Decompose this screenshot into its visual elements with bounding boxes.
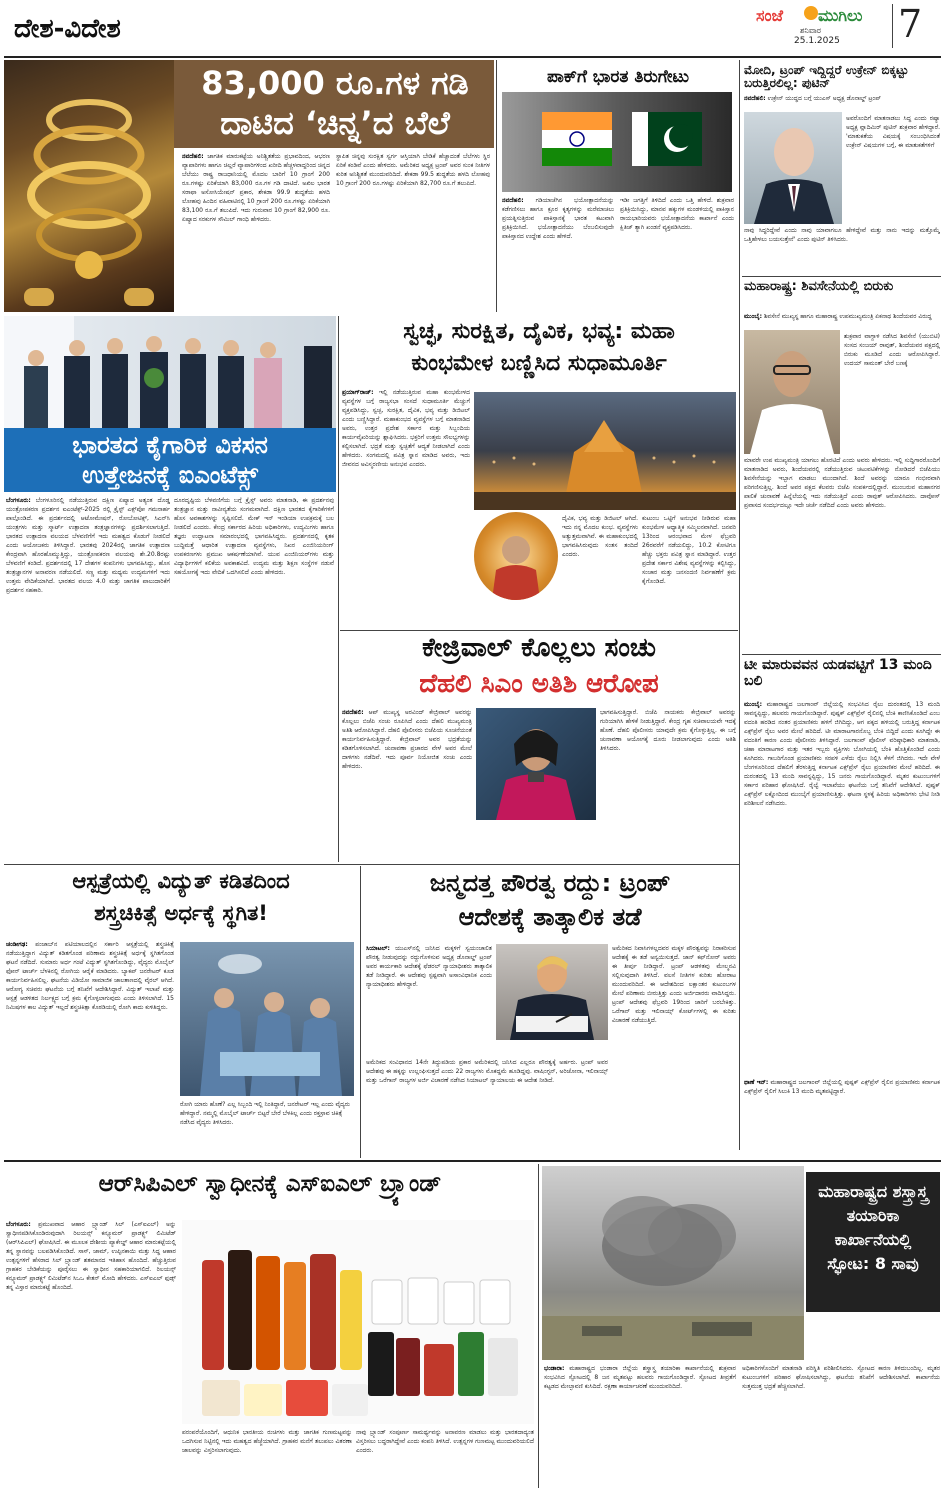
trump-signing-photo	[496, 944, 608, 1040]
gold-headline-2: ದಾಟಿದ ‘ಚಿನ್ನ’ದ ಬೆಲೆ	[220, 104, 450, 142]
rail-dateline-2: ಥಾಣೆ ಇನ್‌:	[744, 1079, 769, 1086]
kumbh-headline-2: ಕುಂಭಮೇಳ ಬಣ್ಣಿಸಿದ ಸುಧಾಮೂರ್ತಿ	[411, 351, 667, 376]
imtex-dateline: ಬೆಂಗಳೂರು:	[6, 497, 31, 504]
rcpl-col-1: ಬೆಂಗಳೂರು: ಪ್ರಮುಖವಾದ ಆಹಾರ ಬ್ರ್ಯಾಂಡ್ ಸಿಲ್ (ಎಸ್‌ಐಎಲ್) ಅನ್ನು ಸ್ವಾಧೀನಪಡಿಸಿಕೊಂಡಿರುವುದಾಗಿ ರಿಲಯನ್ಸ್ ಕನ್ಸ್ಯೂಮರ್ ಪ್ರಾಡಕ್ಟ್ಸ್ ಲಿಮಿಟೆಡ್ (ಆರ್‌ಸಿಪಿಎಲ್) ಘೋಷಿಸಿದೆ. ಈ ಮೂಲಕ ದೇಶೀಯ ಪ್ಯಾಕೇಜ್ಡ್ ಆಹಾರ ಮಾರುಕಟ್ಟೆಯಲ್ಲಿ ತನ್ನ ಸ್ಥಾನವನ್ನು ಬಲಪಡಿಸಿಕೊಂಡಿದೆ. ಸಾಸ್, ಜಾಮ್, ಉಪ್ಪಿನಕಾಯಿ ಮತ್ತು ಸಿದ್ಧ ಆಹಾರ ಉತ್ಪನ್ನಗಳಿಗೆ ಹೆಸರಾದ ಸಿಲ್ ಬ್ರ್ಯಾಂಡ್ ಶತಮಾನದ ಇತಿಹಾಸ ಹೊಂದಿದೆ. ಹೆಚ್ಚುತ್ತಿರುವ ಗ್ರಾಹಕರ ಬೇಡಿಕೆಯನ್ನು ಪೂರೈಸಲು ಈ ಸ್ವಾಧೀನ ಸಹಕಾರಿಯಾಗಲಿದೆ. ರಿಲಯನ್ಸ್ ಕನ್ಸ್ಯೂಮರ್ ಪ್ರಾಡಕ್ಟ್ಸ್ ಲಿಮಿಟೆಡ್‌ನ ಸಿಒಒ ಕೇತನ್ ಮೋದಿ ಹೇಳಿದರು. ಎಸ್‌ಐಎಲ್ ಫುಡ್ಸ್ ತನ್ನ ವಿಸ್ತಾರ ಮಾರುಕಟ್ಟೆ ಹೊಂದಿದೆ.	[6, 1221, 176, 1291]
trump-col-2: ಅಮೆರಿಕದ ಸಂವಿಧಾನದ 14ನೇ ತಿದ್ದುಪಡಿಯ ಪ್ರಕಾರ ಅಮೆರಿಕದಲ್ಲಿ ಜನಿಸಿದ ಎಲ್ಲರೂ ಪೌರತ್ವಕ್ಕೆ ಅರ್ಹರು. ಟ್ರಂಪ್ ಅವರ ಆದೇಶವು ಈ ಹಕ್ಕನ್ನು ಉಲ್ಲಂಘಿಸುತ್ತದೆ ಎಂದು 22 ರಾಜ್ಯಗಳು ಮೊಕದ್ದಮೆ ಹೂಡಿದ್ದವು. ವಾಷಿಂಗ್ಟನ್, ಅರಿಜೋನಾ, ಇಲಿನಾಯ್ಸ್ ಮತ್ತು ಒರೆಗಾನ್ ರಾಜ್ಯಗಳ ಅರ್ಜಿ ವಿಚಾರಣೆ ನಡೆಸಿದ ಸಿಯಾಟಲ್ ನ್ಯಾಯಾಲಯ ಈ ಆದೇಶ ನೀಡಿದೆ.	[366, 1059, 608, 1084]
section-header	[4, 0, 744, 56]
logo-mugilu: ಮುಗಿಲು	[818, 6, 863, 25]
trump-col-3: ಅಮೆರಿಕದ ನಿವಾಸಿಗಳಲ್ಲದವರ ಮಕ್ಕಳ ಪೌರತ್ವವನ್ನು ನಿರಾಕರಿಸುವ ಆದೇಶಕ್ಕೆ ಈ ತಡೆ ಅನ್ವಯಿಸುತ್ತದೆ. ಜಾನ್ ಕಫ್‌ನೋರ್ ಅವರು ಈ ತೀರ್ಪು ನೀಡಿದ್ದಾರೆ. ಟ್ರಂಪ್ ಆಡಳಿತವು ಮೇಲ್ಮನವಿ ಸಲ್ಲಿಸುವುದಾಗಿ ತಿಳಿಸಿದೆ. ವಲಸೆ ನೀತಿಗಳ ಕುರಿತು ಹೋರಾಟ ಮುಂದುವರಿದಿದೆ. ಈ ಆದೇಶದಿಂದ ಲಕ್ಷಾಂತರ ಕುಟುಂಬಗಳ ಮೇಲೆ ಪರಿಣಾಮ ಬೀರುತ್ತಿತ್ತು ಎಂದು ಅರ್ಜಿದಾರರು ವಾದಿಸಿದ್ದರು. ಟ್ರಂಪ್ ಆದೇಶವು ಫೆಬ್ರವರಿ 19ರಿಂದ ಜಾರಿಗೆ ಬರಬೇಕಿತ್ತು. ಒರೆಗಾನ್ ಮತ್ತು ಇಲಿನಾಯ್ಸ್ ಕೋರ್ಟ್‌ಗಳಲ್ಲಿ ಈ ಕುರಿತು ವಿಚಾರಣೆ ನಡೆಯುತ್ತಿದೆ.	[612, 945, 736, 1024]
maha-dateline: ಮುಂಬೈ:	[744, 313, 763, 320]
kumbh-headline-1: ಸ್ವಚ್ಛ, ಸುರಕ್ಷಿತ, ದೈವಿಕ, ಭವ್ಯ: ಮಹಾ	[403, 319, 675, 344]
factory-explosion-smoke-photo	[542, 1166, 804, 1360]
rail-headline: ಟೀ ಮಾರುವವನ ಯಡವಟ್ಟಿಗೆ 13 ಮಂದಿ ಬಲಿ	[744, 657, 932, 689]
logo-sanje: ಸಂಜೆ	[756, 6, 783, 25]
sanjay-raut-photo	[744, 330, 840, 454]
explosion-headline: ಮಹಾರಾಷ್ಟ್ರದ ಶಸ್ತ್ರಾಸ್ತ್ರ ತಯಾರಿಕಾ ಕಾರ್ಖಾನೆಯಲ್ಲಿ ಸ್ಫೋಟ: 8 ಸಾವು	[818, 1182, 928, 1273]
putin-dateline: ನವದೆಹಲಿ:	[744, 95, 766, 102]
page-number: 7	[898, 2, 923, 46]
putin-rest: ನಾವು ಸಿದ್ಧರಿದ್ದೇವೆ ಎಂದು ನಾವು ಯಾವಾಗಲೂ ಹೇಳಿದ್ದೇವೆ ಮತ್ತು ನಾನು ಇದನ್ನು ಮತ್ತೊಮ್ಮೆ ಒತ್ತಿಹೇಳಲು ಬಯಸುತ್ತೇನೆ' ಎಂದು ಪುಟಿನ್ ತಿಳಿಸಿದರು.	[744, 227, 940, 243]
rail-dateline: ಮುಂಬೈ:	[744, 701, 763, 708]
issue-date: 25.1.2025	[794, 36, 840, 46]
operation-theatre-photo	[180, 942, 354, 1096]
kejri-headline-2: ದೆಹಲಿ ಸಿಎಂ ಅತಿಶಿ ಆರೋಪ	[419, 669, 659, 699]
hosp-body: ಚಂಡೀಗಢ: ಪಂಜಾಬ್‌ನ ಪಟಿಯಾಲದಲ್ಲಿನ ಸರ್ಕಾರಿ ಆಸ್ಪತ್ರೆಯಲ್ಲಿ ಶಸ್ತ್ರಚಿಕಿತ್ಸೆ ನಡೆಯುತ್ತಿದ್ದಾಗ ವಿದ್ಯುತ್ ಕಡಿತಗೊಂಡ ಪರಿಣಾಮ ಶಸ್ತ್ರಚಿಕಿತ್ಸೆ ಅರ್ಧಕ್ಕೆ ಸ್ಥಗಿತಗೊಂಡ ಘಟನೆ ನಡೆದಿದೆ. ಸುಮಾರು ಅರ್ಧ ಗಂಟೆ ವಿದ್ಯುತ್ ಸ್ಥಗಿತಗೊಂಡಿದ್ದು, ವೈದ್ಯರು ಮೊಬೈಲ್ ಫೋನ್ ಟಾರ್ಚ್ ಬೆಳಕಿನಲ್ಲಿ ರೋಗಿಯ ಆರೈಕೆ ಮಾಡಿದರು. ಬ್ಯಾಕಪ್ ಜನರೇಟರ್ ಕೂಡ ಕಾರ್ಯನಿರ್ವಹಿಸಲಿಲ್ಲ. ಘಟನೆಯ ವಿಡಿಯೋ ಸಾಮಾಜಿಕ ಜಾಲತಾಣದಲ್ಲಿ ವೈರಲ್ ಆಗಿದೆ. ಆರೋಗ್ಯ ಸಚಿವರು ಘಟನೆಯ ಬಗ್ಗೆ ತನಿಖೆಗೆ ಆದೇಶಿಸಿದ್ದಾರೆ. ವಿದ್ಯುತ್ ಇಲಾಖೆ ಮತ್ತು ಆಸ್ಪತ್ರೆ ಆಡಳಿತದ ನಿರ್ಲಕ್ಷ್ಯದ ಬಗ್ಗೆ ಕ್ರಮ ಕೈಗೊಳ್ಳಲಾಗುವುದು ಎಂದು ತಿಳಿಸಲಾಗಿದೆ. 15 ನಿಮಿಷಗಳ ಕಾಲ ವಿದ್ಯುತ್ ಇಲ್ಲದೆ ಶಸ್ತ್ರಚಿಕಿತ್ಸಾ ಕೊಠಡಿಯಲ್ಲಿ ರೋಗಿ ಕಾದು ಕುಳಿತಿದ್ದರು.	[6, 941, 174, 1011]
imtex-headline-1: ಭಾರತದ ಕೈಗಾರಿಕ ವಿಕಸನ	[72, 431, 268, 459]
kejri-col-2: ಭಾಗವಹಿಸುತ್ತಿದ್ದಾರೆ. ಬಿಜೆಪಿ ನಾಯಕರು ಕೇಜ್ರಿವಾಲ್ ಅವರನ್ನು ಗುರಿಯಾಗಿಸಿ ಹೇಳಿಕೆ ನೀಡುತ್ತಿದ್ದಾರೆ. ಕೇಂದ್ರ ಗೃಹ ಸಚಿವಾಲಯವೇ ಇದಕ್ಕೆ ಹೊಣೆ. ದೆಹಲಿ ಪೊಲೀಸರು ಯಾವುದೇ ಕ್ರಮ ಕೈಗೊಳ್ಳುತ್ತಿಲ್ಲ. ಈ ಬಗ್ಗೆ ಚುನಾವಣಾ ಆಯೋಗಕ್ಕೆ ದೂರು ನೀಡಲಾಗುವುದು ಎಂದು ಅತಿಶಿ ತಿಳಿಸಿದರು.	[600, 709, 736, 752]
rcpl-headline: ಆರ್‌ಸಿಪಿಎಲ್ ಸ್ವಾಧೀನಕ್ಕೆ ಎಸ್‌ಐಎಲ್ ಬ್ರ್ಯಾಂಡ್	[98, 1171, 442, 1197]
imtex-col-2: ದೂರದೃಷ್ಟಿಯ ಬೆಳವಣಿಗೆಯ ಬಗ್ಗೆ ಕ್ರೈಸ್ಟ್ ಅವರು ಮಾತನಾಡಿ, ಈ ಪ್ರದರ್ಶನವು ತಂತ್ರಜ್ಞಾನ ಮತ್ತು ನಾವೀನ್ಯತೆಯ ಸಂಗಮವಾಗಿದೆ. ದಕ್ಷಿಣ ಭಾರತದ ಕೈಗಾರಿಕೆಗಳಿಗೆ ಹೊಸ ಅವಕಾಶಗಳನ್ನು ಸೃಷ್ಟಿಸಲಿದೆ. ಮೇಕ್ ಇನ್ ಇಂಡಿಯಾ ಉಪಕ್ರಮಕ್ಕೆ ಬಲ ನೀಡಲಿದೆ ಎಂದರು. ಕೇಂದ್ರ ಸರ್ಕಾರದ ಹಿರಿಯ ಅಧಿಕಾರಿಗಳು, ಉದ್ಯಮಿಗಳು ಹಾಗೂ ತಜ್ಞರು ಉದ್ಘಾಟನಾ ಸಮಾರಂಭದಲ್ಲಿ ಭಾಗವಹಿಸಿದ್ದರು. ಪ್ರದರ್ಶನದಲ್ಲಿ ಕೃತಕ ಬುದ್ಧಿಮತ್ತೆ ಆಧಾರಿತ ಉತ್ಪಾದನಾ ವ್ಯವಸ್ಥೆಗಳು, ನಿಖರ ಎಂಜಿನಿಯರಿಂಗ್ ಉಪಕರಣಗಳು ಪ್ರಮುಖ ಆಕರ್ಷಣೆಯಾಗಿವೆ. ಯುವ ಎಂಜಿನಿಯರ್‌ಗಳು ಮತ್ತು ವಿದ್ಯಾರ್ಥಿಗಳಿಗೆ ಕಲಿಕೆಯ ಅವಕಾಶವಿದೆ. ಉದ್ಯಮ ಮತ್ತು ಶಿಕ್ಷಣ ಸಂಸ್ಥೆಗಳ ನಡುವೆ ಸಹಯೋಗಕ್ಕೆ ಇದು ವೇದಿಕೆ ಒದಗಿಸಲಿದೆ ಎಂದು ಹೇಳಿದರು.	[174, 497, 334, 576]
putin-lead: ನವದೆಹಲಿ: ಉಕ್ರೇನ್ ಯುದ್ಧದ ಬಗ್ಗೆ ಯುಎಸ್ ಅಧ್ಯಕ್ಷ ಡೊನಾಲ್ಡ್ ಟ್ರಂಪ್	[744, 95, 881, 102]
masthead-logo	[752, 4, 892, 50]
imtex-event-photo	[4, 316, 336, 428]
explosion-col-1: ಭಂಡಾರಾ: ಮಹಾರಾಷ್ಟ್ರದ ಭಂಡಾರಾ ಜಿಲ್ಲೆಯ ಶಸ್ತ್ರಾಸ್ತ್ರ ತಯಾರಿಕಾ ಕಾರ್ಖಾನೆಯಲ್ಲಿ ಶುಕ್ರವಾರ ಸಂಭವಿಸಿದ ಸ್ಫೋಟದಲ್ಲಿ 8 ಜನ ಮೃತಪಟ್ಟು ಹಲವರು ಗಾಯಗೊಂಡಿದ್ದಾರೆ. ಸ್ಫೋಟದ ತೀವ್ರತೆಗೆ ಕಟ್ಟಡದ ಮೇಲ್ಛಾವಣಿ ಕುಸಿದಿದೆ. ರಕ್ಷಣಾ ಕಾರ್ಯಾಚರಣೆ ಮುಂದುವರಿದಿದೆ.	[544, 1365, 736, 1390]
gold-dateline: ನವದೆಹಲಿ:	[182, 153, 204, 160]
explosion-headline-box	[806, 1172, 940, 1312]
sun-icon	[804, 6, 818, 20]
imtex-headline-2: ಉತ್ತೇಜನಕ್ಕೆ ಐಎಂಟೆಕ್ಸ್	[82, 461, 258, 489]
maha-rest: ಮಾವರೇ ಉಪ ಮುಖ್ಯಮಂತ್ರಿ ಯಾಗಲು ಹೊರಟಿದೆ ಎಂದು ಅವರು ಹೇಳಿದರು. ಇಲ್ಲಿ ಸುದ್ದಿಗಾರರೊಂದಿಗೆ ಮಾತನಾಡಿದ ಅವರು, ಶಿಂದೆಯವರಲ್ಲಿ ನಡೆಯುತ್ತಿರುವ ಚಟುವಟಿಕೆಗಳನ್ನು ನೋಡಿದರೆ ಬಿಜೆಪಿಯು ಶಿವಸೇನೆಯನ್ನು ಇಬ್ಭಾಗ ಮಾಡಲು ಮುಂದಾಗಿದೆ. ಶಿಂದೆ ಅವರನ್ನು ಯಾರೂ ಗಂಭೀರವಾಗಿ ಪರಿಗಣಿಸುತ್ತಿಲ್ಲ. ಶಿಂದೆ ಅವರ ಪಕ್ಷದ ಕೆಲವರು ಬಿಜೆಪಿ ಸಂಪರ್ಕದಲ್ಲಿದ್ದಾರೆ. ಮುಂಬರುವ ಮಹಾನಗರ ಪಾಲಿಕೆ ಚುನಾವಣೆ ಹಿನ್ನೆಲೆಯಲ್ಲಿ ಇದು ನಡೆಯುತ್ತಿದೆ ಎಂದು ರಾವುತ್ ಆರೋಪಿಸಿದರು. ದಾವೋಸ್ ಪ್ರವಾಸದ ಸಂದರ್ಭದಲ್ಲೂ ಇದೇ ಚರ್ಚೆ ನಡೆದಿದೆ ಎಂದು ಅವರು ಹೇಳಿದರು.	[744, 457, 940, 509]
trump-headline-1: ಜನ್ಮದತ್ತ ಪೌರತ್ವ ರದ್ದು: ಟ್ರಂಪ್	[429, 869, 671, 897]
section-title: ದೇಶ-ವಿದೇಶ	[14, 14, 121, 44]
putin-headline: ಮೋದಿ, ಟ್ರಂಪ್ ಇದ್ದಿದ್ದರೆ ಉಕ್ರೇನ್ ಬಿಕ್ಕಟ್ಟು ಬರುತ್ತಿರಲಿಲ್ಲ: ಪುಟಿನ್	[744, 63, 909, 91]
rail-body: ಮುಂಬೈ: ಮಹಾರಾಷ್ಟ್ರದ ಜಲಗಾಂವ್ ಜಿಲ್ಲೆಯಲ್ಲಿ ಸಂಭವಿಸಿದ ರೈಲು ದುರಂತದಲ್ಲಿ 13 ಮಂದಿ ಸಾವನ್ನಪ್ಪಿದ್ದು, ಹಲವರು ಗಾಯಗೊಂಡಿದ್ದಾರೆ. ಪುಷ್ಪಕ್ ಎಕ್ಸ್‌ಪ್ರೆಸ್ ರೈಲಿನಲ್ಲಿ ಬೆಂಕಿ ಕಾಣಿಸಿಕೊಂಡಿದೆ ಎಂಬ ವದಂತಿ ಹರಡಿದ ನಂತರ ಪ್ರಯಾಣಿಕರು ಹಳಿಗೆ ಜಿಗಿದಿದ್ದು, ಆಗ ಪಕ್ಕದ ಹಳಿಯಲ್ಲಿ ಬರುತ್ತಿದ್ದ ಕರ್ನಾಟಕ ಎಕ್ಸ್‌ಪ್ರೆಸ್ ರೈಲು ಅವರ ಮೇಲೆ ಹರಿದಿದೆ. ಟೀ ಮಾರಾಟಗಾರನೊಬ್ಬ ಬೆಂಕಿ ಬಿದ್ದಿದೆ ಎಂದು ಕೂಗಿದ್ದೇ ಈ ವದಂತಿಗೆ ಕಾರಣ ಎಂದು ಪೊಲೀಸರು ತಿಳಿಸಿದ್ದಾರೆ. ಜಲಗಾಂವ್ ಪೊಲೀಸ್ ವರಿಷ್ಠಾಧಿಕಾರಿ ಮಾತನಾಡಿ, ಚಹಾ ಮಾರಾಟಗಾರ ಮತ್ತು ಇತರ ಇಬ್ಬರು ವ್ಯಕ್ತಿಗಳು ಬೋಗಿಯಲ್ಲಿ ಬೆಂಕಿ ಹೊತ್ತಿಕೊಂಡಿದೆ ಎಂದು ಕೂಗಿದರು. ಗಾಬರಿಗೊಂಡ ಪ್ರಯಾಣಿಕರು ಸರಪಳಿ ಎಳೆದು ರೈಲು ನಿಲ್ಲಿಸಿ ಕೆಳಗೆ ಜಿಗಿದರು. ಇದೇ ವೇಳೆ ಬೆಂಗಳೂರಿನಿಂದ ದೆಹಲಿಗೆ ತೆರಳುತ್ತಿದ್ದ ಕರ್ನಾಟಕ ಎಕ್ಸ್‌ಪ್ರೆಸ್ ರೈಲು ಪ್ರಯಾಣಿಕರ ಮೇಲೆ ಹರಿದಿದೆ. ಈ ದುರಂತದಲ್ಲಿ 13 ಮಂದಿ ಸಾವನ್ನಪ್ಪಿದ್ದು, 15 ಜನರು ಗಾಯಗೊಂಡಿದ್ದಾರೆ. ಮೃತರ ಕುಟುಂಬಗಳಿಗೆ ಸರ್ಕಾರ ಪರಿಹಾರ ಘೋಷಿಸಿದೆ. ರೈಲ್ವೆ ಇಲಾಖೆಯು ಘಟನೆಯ ಬಗ್ಗೆ ತನಿಖೆಗೆ ಆದೇಶಿಸಿದೆ. ಪುಷ್ಪಕ್ ಎಕ್ಸ್‌ಪ್ರೆಸ್ ಲಕ್ನೋದಿಂದ ಮುಂಬೈಗೆ ಪ್ರಯಾಣಿಸುತ್ತಿತ್ತು. ಘಟನಾ ಸ್ಥಳಕ್ಕೆ ಹಿರಿಯ ಅಧಿಕಾರಿಗಳು ಭೇಟಿ ನೀಡಿ ಪರಿಶೀಲನೆ ನಡೆಸಿದರು.	[744, 701, 940, 807]
kejri-headline-1: ಕೇಜ್ರಿವಾಲ್ ಕೊಲ್ಲಲು ಸಂಚು	[422, 633, 656, 663]
kumbh-col-1: ಪ್ರಯಾಗ್‌ರಾಜ್: ಇಲ್ಲಿ ನಡೆಯುತ್ತಿರುವ ಮಹಾ ಕುಂಭಮೇಳದ ವ್ಯವಸ್ಥೆಗಳ ಬಗ್ಗೆ ರಾಜ್ಯಸಭಾ ಸಂಸದೆ ಸುಧಾಮೂರ್ತಿ ಮೆಚ್ಚುಗೆ ವ್ಯಕ್ತಪಡಿಸಿದ್ದು, ಸ್ವಚ್ಛ, ಸುರಕ್ಷಿತ, ದೈವಿಕ, ಭವ್ಯ ಮತ್ತು ಡಿಜಿಟಲ್ ಎಂದು ಬಣ್ಣಿಸಿದ್ದಾರೆ. ಮಹಾಕುಂಭದ ವ್ಯವಸ್ಥೆಗಳ ಬಗ್ಗೆ ಮಾತನಾಡಿದ ಅವರು, ಉತ್ತರ ಪ್ರದೇಶ ಸರ್ಕಾರ ಮತ್ತು ಸಿಬ್ಬಂದಿಯ ಕಾರ್ಯವೈಖರಿಯನ್ನು ಶ್ಲಾಘಿಸಿದರು. ಭಕ್ತರಿಗೆ ಉತ್ತಮ ಸೌಲಭ್ಯಗಳನ್ನು ಕಲ್ಪಿಸಲಾಗಿದೆ. ಭದ್ರತೆ ಮತ್ತು ಸ್ವಚ್ಛತೆಗೆ ಆದ್ಯತೆ ನೀಡಲಾಗಿದೆ ಎಂದು ಹೇಳಿದರು. ಸಂಗಮದಲ್ಲಿ ಪವಿತ್ರ ಸ್ನಾನ ಮಾಡಿದ ಅವರು, ಇದು ಜೀವನದ ಅವಿಸ್ಮರಣೀಯ ಅನುಭವ ಎಂದರು.	[342, 389, 470, 468]
pak-dateline: ನವದೆಹಲಿ:	[502, 197, 524, 204]
sudha-murty-photo	[474, 512, 558, 600]
gold-headline-banner	[174, 60, 494, 148]
hosp-dateline: ಚಂಡೀಗಢ:	[6, 941, 28, 948]
gold-jewelry-photo	[4, 60, 174, 312]
hosp-caption: ರೋಗಿ ಯಾರು ಹೊಣೆ? ಎಲ್ಲ ಸಿಬ್ಬಂದಿ ಇಲ್ಲಿ ನಿಂತಿದ್ದಾರೆ, ಜನರೇಟರ್ ಇಲ್ಲ ಎಂದು ವೈದ್ಯರು ಹೇಳಿದ್ದಾರೆ. ನಮ್ಮಲ್ಲಿ ಮೊಬೈಲ್ ಟಾರ್ಚ್ ಬಿಟ್ಟರೆ ಬೇರೆ ಬೆಳಕಿಲ್ಲ ಎಂದು ರಕ್ತಸ್ರಾವ ಚಿಕಿತ್ಸೆ ನಡೆಸಿದ ವೈದ್ಯರು ತಿಳಿಸಿದರು.	[180, 1101, 350, 1126]
trump-dateline: ಸಿಯಾಟಲ್:	[366, 945, 390, 952]
atishi-photo	[476, 708, 596, 820]
trump-headline-2: ಆದೇಶಕ್ಕೆ ತಾತ್ಕಾಲಿಕ ತಡೆ	[458, 903, 642, 931]
kumbh-mela-night-photo	[474, 392, 736, 510]
explosion-col-2: ಅಧಿಕಾರಿಗಳೊಂದಿಗೆ ಮಾತನಾಡಿ ಪರಿಸ್ಥಿತಿ ಪರಿಶೀಲಿಸಿದರು. ಸ್ಫೋಟದ ಕಾರಣ ತಿಳಿದುಬಂದಿಲ್ಲ. ಮೃತರ ಕುಟುಂಬಗಳಿಗೆ ಪರಿಹಾರ ಘೋಷಿಸಲಾಗಿದ್ದು, ಘಟನೆಯ ತನಿಖೆಗೆ ಆದೇಶಿಸಲಾಗಿದೆ. ಕಾರ್ಖಾನೆಯ ಸುತ್ತಮುತ್ತ ಭದ್ರತೆ ಹೆಚ್ಚಿಸಲಾಗಿದೆ.	[742, 1365, 940, 1390]
rail-body-2: ಥಾಣೆ ಇನ್‌: ಮಹಾರಾಷ್ಟ್ರದ ಜಲಗಾಂವ್ ಜಿಲ್ಲೆಯಲ್ಲಿ ಪುಷ್ಪಕ್ ಎಕ್ಸ್‌ಪ್ರೆಸ್ ರೈಲಿನ ಪ್ರಯಾಣಿಕರು ಕರ್ನಾಟಕ ಎಕ್ಸ್‌ಪ್ರೆಸ್ ರೈಲಿಗೆ ಸಿಲುಕಿ 13 ಮಂದಿ ಮೃತಪಟ್ಟಿದ್ದಾರೆ.	[744, 1079, 940, 1095]
trump-col-1: ಸಿಯಾಟಲ್: ಯುಎಸ್‌ನಲ್ಲಿ ಜನಿಸಿದ ಮಕ್ಕಳಿಗೆ ಸ್ವಯಂಚಾಲಿತ ಪೌರತ್ವ ನೀಡುವುದನ್ನು ರದ್ದುಗೊಳಿಸುವ ಅಧ್ಯಕ್ಷ ಡೊನಾಲ್ಡ್ ಟ್ರಂಪ್ ಅವರ ಕಾರ್ಯಕಾರಿ ಆದೇಶಕ್ಕೆ ಫೆಡರಲ್ ನ್ಯಾಯಾಧೀಶರು ತಾತ್ಕಾಲಿಕ ತಡೆ ನೀಡಿದ್ದಾರೆ. ಈ ಆದೇಶವು ಸ್ಪಷ್ಟವಾಗಿ ಅಸಾಂವಿಧಾನಿಕ ಎಂದು ನ್ಯಾಯಾಧೀಶರು ಹೇಳಿದ್ದಾರೆ.	[366, 945, 492, 988]
india-pakistan-flags-photo	[502, 92, 732, 192]
hosp-headline-2: ಶಸ್ತ್ರಚಿಕಿತ್ಸೆ ಅರ್ಧಕ್ಕೆ ಸ್ಥಗಿತ!	[94, 901, 268, 925]
rcpl-col-2: ಪರಂಪರೆಯೊಂದಿಗೆ, ಆಧುನಿಕ ಭಾರತೀಯ ರುಚಿಗಳು ಮತ್ತು ಜಾಗತಿಕ ಗುಣಮಟ್ಟವನ್ನು ಒದಗಿಸುವ ನಿಟ್ಟಿನಲ್ಲಿ ಇದು ಮಹತ್ವದ ಹೆಜ್ಜೆಯಾಗಿದೆ. ಗ್ರಾಹಕರ ಮನೆಗೆ ತಲುಪಲು ವಿತರಣಾ ಜಾಲವನ್ನು ವಿಸ್ತರಿಸಲಾಗುವುದು.	[182, 1429, 352, 1454]
kumbh-dateline: ಪ್ರಯಾಗ್‌ರಾಜ್:	[342, 389, 374, 396]
pak-col-1: ನವದೆಹಲಿ: ಗಡಿಯಾಚೆಗಿನ ಭಯೋತ್ಪಾದನೆಯನ್ನು ಕಡೆಗಣಿಸಲು ಹಾಗೂ ಕ್ರೂರ ಕೃತ್ಯಗಳನ್ನು ಮರೆಮಾಚಲು ಪ್ರಯತ್ನಿಸುತ್ತಿರುವ ಪಾಕಿಸ್ತಾನಕ್ಕೆ ಭಾರತ ಕಟುವಾಗಿ ಪ್ರತಿಕ್ರಿಯಿಸಿದೆ. ಭಯೋತ್ಪಾದನೆಯು ಬೆಂಬಲಿಸುವುದೇ ಪಾಕಿಸ್ತಾನದ ಉದ್ದೇಶ ಎಂದು ಹೇಳಿದೆ.	[502, 197, 614, 240]
kejri-col-1: ನವದೆಹಲಿ: ಆಪ್ ಮುಖ್ಯಸ್ಥ ಅರವಿಂದ್ ಕೇಜ್ರಿವಾಲ್ ಅವರನ್ನು ಕೊಲ್ಲಲು ಬಿಜೆಪಿ ಸಂಚು ರೂಪಿಸಿದೆ ಎಂದು ದೆಹಲಿ ಮುಖ್ಯಮಂತ್ರಿ ಅತಿಶಿ ಆರೋಪಿಸಿದ್ದಾರೆ. ದೆಹಲಿ ಪೊಲೀಸರು ಬಿಜೆಪಿಯ ಸೂಚನೆಯಂತೆ ಕಾರ್ಯನಿರ್ವಹಿಸುತ್ತಿದ್ದಾರೆ. ಕೇಜ್ರಿವಾಲ್ ಅವರ ಭದ್ರತೆಯನ್ನು ಕಡಿತಗೊಳಿಸಲಾಗಿದೆ. ಚುನಾವಣಾ ಪ್ರಚಾರದ ವೇಳೆ ಅವರ ಮೇಲೆ ದಾಳಿಗಳು ನಡೆದಿವೆ. ಇದು ಪೂರ್ವ ನಿಯೋಜಿತ ಸಂಚು ಎಂದು ಹೇಳಿದರು.	[342, 709, 472, 770]
maha-lead: ಮುಂಬೈ: ಶಿವಸೇನೆ ಮುಖ್ಯಸ್ಥ ಹಾಗೂ ಮಹಾರಾಷ್ಟ್ರ ಉಪಮುಖ್ಯಮಂತ್ರಿ ಏಕನಾಥ ಶಿಂದೆಯವರ ವಿರುದ್ಧ	[744, 313, 932, 320]
kejri-dateline: ನವದೆಹಲಿ:	[342, 709, 364, 716]
issue-day: ಶನಿವಾರ	[800, 26, 822, 35]
gold-headline-1: 83,000 ರೂ.ಗಳ ಗಡಿ	[201, 64, 469, 102]
gold-col-1: ನವದೆಹಲಿ: ಜಾಗತಿಕ ಮಾರುಕಟ್ಟೆಯ ಅನಿಶ್ಚಿತತೆಯ ಪ್ರಭಾವದಿಂದ, ಆಭರಣ ವ್ಯಾಪಾರಿಗಳು ಹಾಗೂ ಚಿಲ್ಲರೆ ವ್ಯಾಪಾರಿಗಳಿಂದ ಖರೀದಿ ಹೆಚ್ಚಳವಾದ್ದರಿಂದ ಚಿನ್ನದ ಬೆಲೆಯು ರಾಷ್ಟ್ರ ರಾಜಧಾನಿಯಲ್ಲಿ ಮೊದಲ ಬಾರಿಗೆ 10 ಗ್ರಾಂಗೆ 200 ರೂ.ಗಳಷ್ಟು ಏರಿಕೆಯಾಗಿ 83,000 ರೂ.ಗಳ ಗಡಿ ದಾಟಿದೆ. ಅಖಿಲ ಭಾರತ ಸರಾಫಾ ಅಸೋಸಿಯೇಷನ್ ಪ್ರಕಾರ, ಶೇಕಡಾ 99.9 ಶುದ್ಧತೆಯ ಹಳದಿ ಲೋಹವು ಹಿಂದಿನ ವಹಿವಾಟಿನಲ್ಲಿ 10 ಗ್ರಾಂಗೆ 200 ರೂ.ಗಳಷ್ಟು ಏರಿಕೆಯಾಗಿ 83,100 ರೂ.ಗೆ ತಲುಪಿದೆ. ಇದು ಗುರುವಾರ 10 ಗ್ರಾಂಗೆ 82,900 ರೂ. ಏಷ್ಯಾದ ಸರಕುಗಳ ಸೌಮಿಲ್ ಗಾಂಧಿ ಹೇಳಿದರು.	[182, 153, 330, 223]
imtex-headline-banner	[4, 428, 336, 492]
kumbh-col-2: ದೈವಿಕ, ಭವ್ಯ ಮತ್ತು ಡಿಜಿಟಲ್ ಆಗಿದೆ. ಇದು ನನ್ನ ಮೊದಲ ಕುಂಭ. ವ್ಯವಸ್ಥೆಗಳು ಅತ್ಯುತ್ತಮವಾಗಿವೆ. ಈ ಮಹಾಕುಂಭದಲ್ಲಿ ಭಾಗವಹಿಸಿರುವುದು ಸಂತಸ ತಂದಿದೆ ಎಂದರು.	[562, 515, 638, 558]
rcpl-dateline: ಬೆಂಗಳೂರು:	[6, 1221, 31, 1228]
maha-side: ಶುಕ್ರವಾರ ವಾಗ್ದಾಳಿ ನಡೆಸಿದ ಶಿವಸೇನೆ (ಯುಬಿಟಿ) ಸಂಸದ ಸಂಜಯ್ ರಾವುತ್, ಶಿಂದೆಯವರ ಪಕ್ಷದಲ್ಲಿ ಬಿರುಕು ಮೂಡಿದೆ ಎಂದು ಆರೋಪಿಸಿದ್ದಾರೆ. ಉದಯ್ ಸಾಮಂತ್ ಬೇರೆ ಬಣಕ್ಕೆ	[844, 333, 940, 367]
kumbh-col-3: ಕುಟುಂಬ ಒಟ್ಟಿಗೆ ಅನುಭವ ನೀಡಿರುವ ಮಹಾ ಕುಂಭಮೇಳ ಆಧ್ಯಾತ್ಮಿಕ ಸಮ್ಮಿಲನವಾಗಿದೆ. ಜನವರಿ 13ರಿಂದ ಆರಂಭವಾದ ಮೇಳ ಫೆಬ್ರವರಿ 26ರವರೆಗೆ ನಡೆಯಲಿದ್ದು, 10.2 ಕೋಟಿಗೂ ಹೆಚ್ಚು ಭಕ್ತರು ಪವಿತ್ರ ಸ್ನಾನ ಮಾಡಿದ್ದಾರೆ. ಉತ್ತರ ಪ್ರದೇಶ ಸರ್ಕಾರ ವಿಶೇಷ ವ್ಯವಸ್ಥೆಗಳನ್ನು ಕಲ್ಪಿಸಿದ್ದು, ಸಂಚಾರ ಮತ್ತು ಜನಸಂದಣಿ ನಿರ್ವಹಣೆಗೆ ಕ್ರಮ ಕೈಗೊಂಡಿದೆ.	[642, 515, 736, 585]
gold-col-2: ಸ್ಥಾಪಿತ ಚಿನ್ನವು ಸುರಕ್ಷಿತ ಸ್ವರ್ಗ ಆಸ್ತಿಯಾಗಿ ಬೇಡಿಕೆ ಹೆಚ್ಚಾದಂತೆ ಬೆಲೆಗಳು ಸ್ಥಿರ ಏರಿಕೆ ಕಂಡಿವೆ ಎಂದು ಹೇಳಿದರು. ಅಮೆರಿಕದ ಅಧ್ಯಕ್ಷ ಟ್ರಂಪ್ ಅವರ ಸುಂಕ ನೀತಿಗಳ ಕುರಿತ ಅನಿಶ್ಚಿತತೆ ಮುಂದುವರಿದಿದೆ. ಶೇಕಡಾ 99.5 ಶುದ್ಧತೆಯ ಹಳದಿ ಲೋಹವು 10 ಗ್ರಾಂಗೆ 200 ರೂ.ಗಳಷ್ಟು ಏರಿಕೆಯಾಗಿ 82,700 ರೂ.ಗೆ ತಲುಪಿದೆ.	[336, 153, 490, 187]
imtex-col-1: ಬೆಂಗಳೂರು: ಬೆಂಗಳೂರಿನಲ್ಲಿ ನಡೆಯುತ್ತಿರುವ ದಕ್ಷಿಣ ಏಷ್ಯಾದ ಅತ್ಯಂತ ದೊಡ್ಡ ಯಂತ್ರೋಪಕರಣ ಪ್ರದರ್ಶನ ಐಎಂಟೆಕ್ಸ್-2025 ರಲ್ಲಿ ಕ್ರೈಸ್ಟ್ ಎಕ್ಸ್‌ಪೋ ಗಮನಾರ್ಹ ಪಾಲ್ಗೊಂಡಿದೆ. ಈ ಪ್ರದರ್ಶನದಲ್ಲಿ ಆಟೋಮೇಷನ್, ರೋಬೋಟಿಕ್ಸ್, ಸಿಎನ್‌ಸಿ ಯಂತ್ರಗಳು ಮತ್ತು ಸ್ಮಾರ್ಟ್ ಉತ್ಪಾದನಾ ತಂತ್ರಜ್ಞಾನಗಳನ್ನು ಪ್ರದರ್ಶಿಸಲಾಗುತ್ತಿದೆ. ಭಾರತದ ಉತ್ಪಾದನಾ ವಲಯದ ಬೆಳವಣಿಗೆಗೆ ಇದು ಮಹತ್ವದ ಕೊಡುಗೆ ನೀಡಲಿದೆ ಎಂದು ಆಯೋಜಕರು ತಿಳಿಸಿದ್ದಾರೆ. ಭಾರತವು 2024ರಲ್ಲಿ ಜಾಗತಿಕ ಉತ್ಪಾದನಾ ಕೇಂದ್ರವಾಗಿ ಹೊರಹೊಮ್ಮುತ್ತಿದ್ದು, ಯಂತ್ರೋಪಕರಣ ವಲಯವು ಶೇ.20.8ರಷ್ಟು ಬೆಳವಣಿಗೆ ಕಂಡಿದೆ. ಪ್ರದರ್ಶನದಲ್ಲಿ 17 ದೇಶಗಳ ಕಂಪನಿಗಳು ಭಾಗವಹಿಸಿದ್ದು, ಹೊಸ ತಂತ್ರಜ್ಞಾನಗಳ ಅನಾವರಣ ನಡೆಯಲಿದೆ. ಸಣ್ಣ ಮತ್ತು ಮಧ್ಯಮ ಉದ್ಯಮಗಳಿಗೆ ಇದು ಉತ್ತಮ ವೇದಿಕೆಯಾಗಿದೆ. ಭಾರತದ ವಲಯ 4.0 ಮತ್ತು ಜಾಗತಿಕ ಪಾಲುದಾರಿಕೆಗೆ ಪ್ರದರ್ಶನ ಸಹಕಾರಿ.	[6, 497, 170, 594]
putin-photo	[744, 112, 842, 224]
maha-headline: ಮಹಾರಾಷ್ಟ್ರ: ಶಿವಸೇನೆಯಲ್ಲಿ ಬಿರುಕು	[744, 279, 894, 294]
hosp-headline-1: ಆಸ್ಪತ್ರೆಯಲ್ಲಿ ವಿದ್ಯುತ್ ಕಡಿತದಿಂದ	[72, 869, 290, 893]
rcpl-col-3: ನಾವು ಬ್ರ್ಯಾಂಡ್ ಸಂಪೂರ್ಣ ಸಾಮರ್ಥ್ಯವನ್ನು ಅನಾವರಣ ಮಾಡಲು ಮತ್ತು ಭಾರತದಾದ್ಯಂತ ವಿಸ್ತರಿಸಲು ಬದ್ಧರಾಗಿದ್ದೇವೆ ಎಂದು ಕಂಪನಿ ತಿಳಿಸಿದೆ. ಉತ್ಪನ್ನಗಳ ಗುಣಮಟ್ಟ ಮುಂದುವರಿಯಲಿದೆ ಎಂದರು.	[356, 1429, 534, 1454]
sil-products-photo	[182, 1220, 534, 1424]
putin-side: ಅವರೊಂದಿಗೆ ಮಾತನಾಡಲು ಸಿದ್ಧ ಎಂದು ರಷ್ಯಾ ಅಧ್ಯಕ್ಷ ವ್ಲಾದಿಮಿರ್ ಪುಟಿನ್ ಶುಕ್ರವಾರ ಹೇಳಿದ್ದಾರೆ. 'ಮಾತುಕತೆಯ ವಿಷಯಕ್ಕೆ ಸಂಬಂಧಿಸಿದಂತೆ ಉಕ್ರೇನ್ ವಿಷಯಗಳ ಬಗ್ಗೆ, ಈ ಮಾತುಕತೆಗಳಿಗೆ	[846, 115, 940, 149]
pak-col-2: ಇಡೀ ಜಗತ್ತಿಗೆ ತಿಳಿದಿದೆ ಎಂದು ಒತ್ತಿ ಹೇಳಿದೆ. ಶುಕ್ರವಾರ ಪ್ರತಿಕ್ರಿಯಿಸಿದ್ದು, ಮಾನವ ಹಕ್ಕುಗಳ ಮಂಡಳಿಯಲ್ಲಿ ಪಾಕಿಸ್ತಾನ ರಾಯಭಾರಿಯವರು ಭಯೋತ್ಪಾದನೆಯ ಕಾರ್ಖಾನೆ ಎಂದು ಕ್ಷಿತಿಜ್ ತ್ಯಾಗಿ ಖಂಡನೆ ವ್ಯಕ್ತಪಡಿಸಿದರು.	[620, 197, 734, 231]
pak-headline: ಪಾಕ್‌ಗೆ ಭಾರತ ತಿರುಗೇಟು	[546, 67, 690, 87]
explosion-dateline: ಭಂಡಾರಾ:	[544, 1365, 565, 1372]
